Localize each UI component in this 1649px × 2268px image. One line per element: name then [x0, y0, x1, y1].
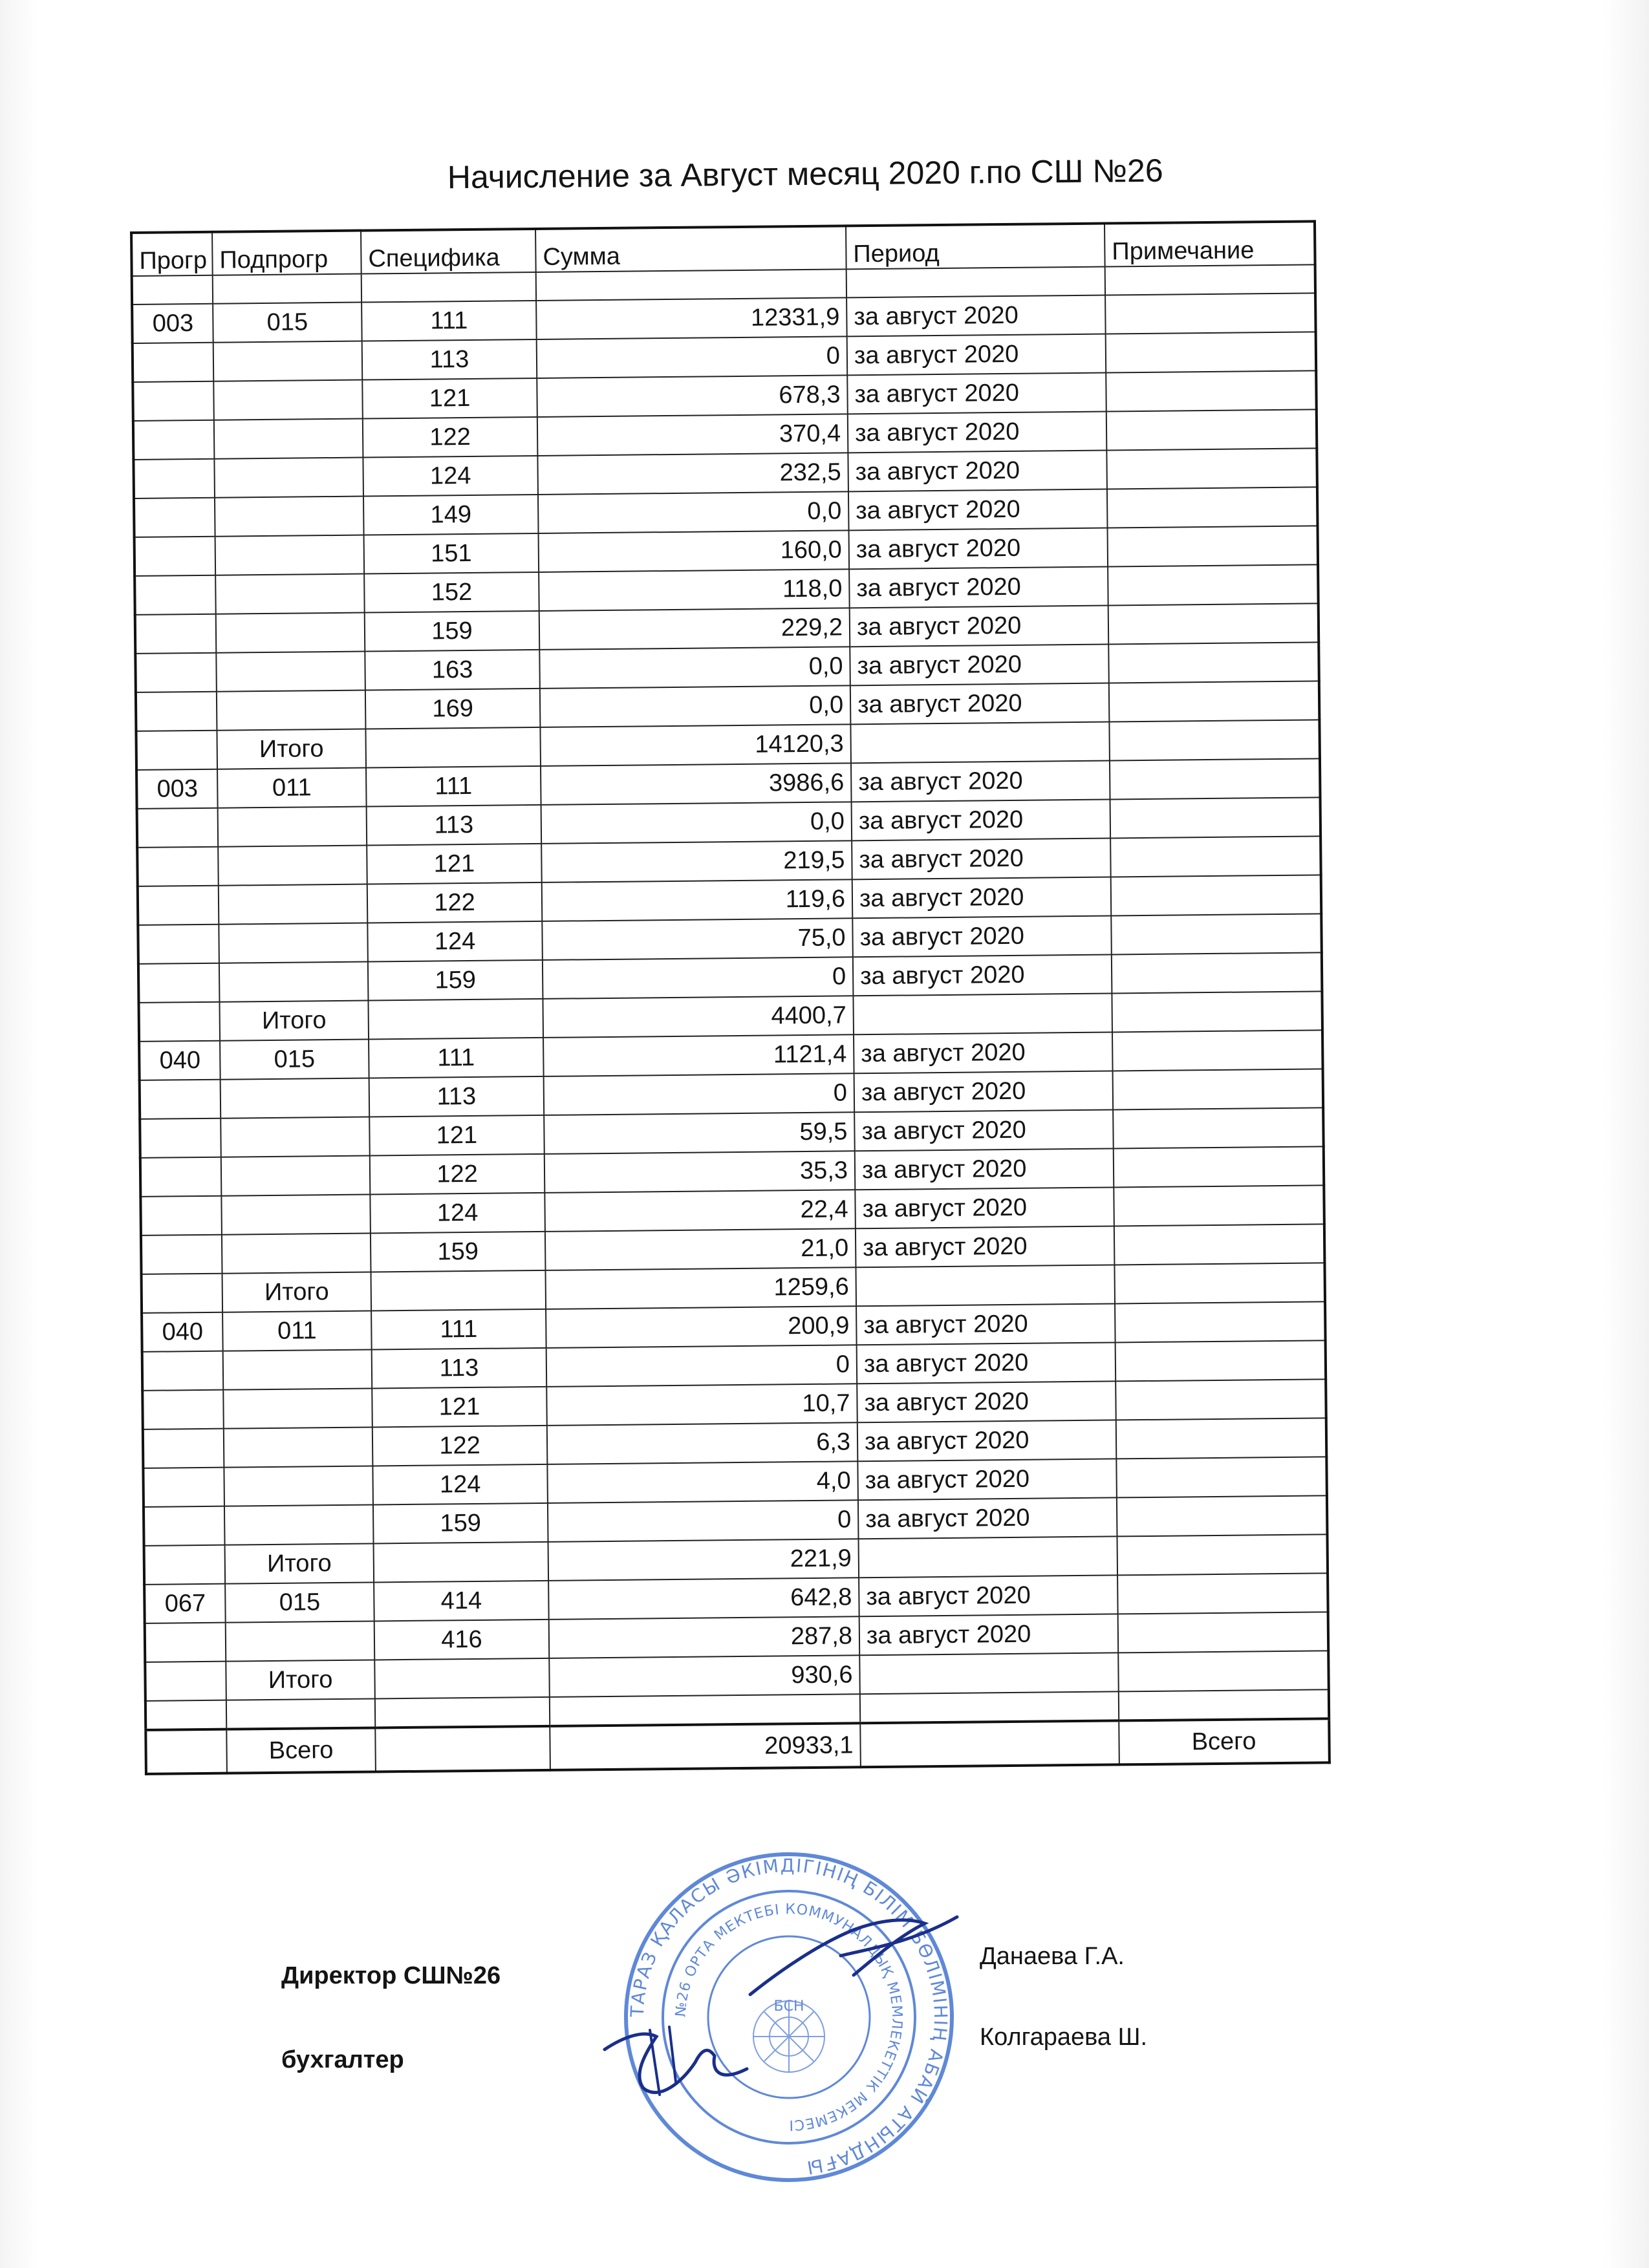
sum-cell: 59,5: [544, 1112, 855, 1154]
specifics-cell: 124: [367, 921, 543, 962]
director-role: Директор СШ№26: [281, 1962, 501, 1989]
program-cell: [143, 1429, 224, 1468]
period-cell: за август 2020: [856, 1303, 1116, 1345]
program-cell: [144, 1506, 225, 1546]
subprogram-cell: [214, 458, 363, 498]
program-cell: [137, 808, 219, 848]
period-cell: за август 2020: [857, 1342, 1116, 1384]
sum-cell: 678,3: [537, 375, 848, 417]
specifics-cell: 124: [370, 1193, 545, 1234]
specifics-cell: 159: [371, 1232, 546, 1272]
grand-total-note: Всего: [1119, 1718, 1330, 1764]
accountant-signature-icon: [598, 2011, 766, 2108]
period-cell: за август 2020: [850, 683, 1110, 724]
program-cell: [142, 1351, 224, 1391]
note-cell: [1106, 332, 1317, 372]
note-cell: [1109, 720, 1320, 760]
period-cell: за август 2020: [849, 528, 1108, 570]
subtotal-sum: 221,9: [548, 1539, 859, 1581]
period-cell: за август 2020: [857, 1381, 1116, 1422]
period-cell: за август 2020: [849, 567, 1108, 608]
specifics-cell: 122: [363, 417, 538, 458]
sum-cell: 1121,4: [543, 1034, 854, 1076]
director-name: Данаева Г.А.: [980, 1943, 1125, 1970]
specifics-cell: 121: [372, 1387, 547, 1428]
specifics-cell: 121: [367, 844, 542, 884]
program-cell: [140, 1080, 221, 1119]
program-cell: [140, 1157, 222, 1197]
note-cell: [1106, 448, 1317, 489]
period-cell: за август 2020: [858, 1497, 1117, 1539]
sum-cell: 118,0: [539, 569, 850, 611]
specifics-cell: 111: [371, 1309, 546, 1350]
table-body: [132, 264, 1330, 1773]
subtotal-sum: 14120,3: [540, 724, 851, 766]
subprogram-cell: [213, 380, 363, 420]
program-cell: 067: [144, 1584, 226, 1623]
note-cell: [1114, 1146, 1324, 1187]
subtotal-label: Итого: [217, 729, 366, 769]
subtotal-sum: 1259,6: [545, 1267, 856, 1309]
period-cell: за август 2020: [850, 606, 1109, 647]
sum-cell: 642,8: [548, 1578, 859, 1620]
period-cell: за август 2020: [852, 838, 1111, 879]
specifics-cell: 152: [364, 572, 539, 613]
subtotal-sum: 930,6: [549, 1655, 860, 1697]
program-cell: [142, 1390, 224, 1429]
sum-cell: 22,4: [544, 1190, 856, 1232]
subprogram-cell: [216, 652, 365, 692]
accountant-name: Колгараева Ш.: [980, 2024, 1148, 2051]
sum-cell: 0,0: [541, 802, 852, 844]
period-cell: за август 2020: [857, 1420, 1117, 1461]
subprogram-cell: 015: [220, 1040, 369, 1080]
note-cell: [1118, 1651, 1329, 1691]
subprogram-cell: [221, 1078, 370, 1118]
note-cell: [1117, 1495, 1328, 1536]
program-cell: [133, 420, 215, 460]
program-cell: 040: [142, 1312, 223, 1352]
sum-cell: 0: [544, 1073, 855, 1115]
sum-cell: 0: [548, 1500, 859, 1542]
note-cell: [1108, 526, 1319, 566]
subtotal-label: Итого: [222, 1272, 372, 1312]
note-cell: [1112, 991, 1322, 1032]
specifics-cell: 111: [361, 301, 537, 341]
specifics-cell: 122: [370, 1154, 545, 1195]
subtotal-label: Итого: [219, 1001, 369, 1041]
program-cell: [144, 1545, 226, 1585]
specifics-cell: 121: [362, 378, 537, 419]
note-cell: [1112, 1030, 1323, 1071]
note-cell: [1108, 603, 1319, 644]
subprogram-cell: 015: [213, 303, 362, 343]
sum-cell: 75,0: [542, 918, 853, 960]
note-cell: [1116, 1379, 1326, 1420]
period-cell: за август 2020: [850, 644, 1109, 685]
specifics-cell: 111: [369, 1038, 544, 1078]
program-cell: [136, 692, 217, 731]
period-cell: за август 2020: [852, 915, 1112, 957]
sum-cell: 0: [546, 1345, 857, 1387]
specifics-cell: 111: [366, 766, 541, 807]
period-cell: за август 2020: [846, 295, 1106, 337]
stamp-inner-text: №26 ОРТА МЕКТЕБІ КОММУНАЛДЫҚ МЕМЛЕКЕТТІК МЕКЕМЕСІ: [673, 1901, 905, 2134]
subprogram-cell: [219, 923, 368, 963]
subtotal-label: Итого: [225, 1543, 374, 1583]
period-cell: за август 2020: [848, 489, 1108, 531]
sum-cell: 35,3: [544, 1151, 856, 1193]
note-cell: [1113, 1069, 1324, 1109]
subprogram-cell: 011: [217, 768, 367, 808]
specifics-cell: 416: [374, 1620, 550, 1660]
period-cell: [856, 1265, 1115, 1306]
subprogram-cell: [224, 1427, 373, 1467]
period-cell: за август 2020: [848, 412, 1107, 453]
header-note: Примечание: [1105, 221, 1315, 266]
note-cell: [1112, 952, 1322, 993]
specifics-cell: 113: [369, 1076, 544, 1117]
subprogram-cell: [218, 846, 367, 886]
specifics-cell: 159: [373, 1503, 548, 1544]
period-cell: за август 2020: [847, 334, 1106, 376]
sum-cell: 21,0: [545, 1228, 856, 1270]
note-cell: [1109, 681, 1320, 722]
note-cell: [1106, 409, 1317, 450]
accountant-role: бухгалтер: [281, 2046, 404, 2073]
document-sheet: [129, 150, 1386, 1775]
accrual-table: [130, 220, 1331, 1775]
sum-cell: 4,0: [547, 1461, 858, 1503]
period-cell: за август 2020: [859, 1575, 1118, 1616]
program-cell: [134, 498, 215, 537]
program-cell: [142, 1274, 223, 1313]
program-cell: [135, 614, 217, 654]
period-cell: за август 2020: [852, 799, 1111, 840]
program-cell: [136, 731, 217, 770]
stamp-center-text: БСН: [773, 1998, 804, 2015]
subprogram-cell: [215, 497, 364, 537]
program-cell: [146, 1729, 227, 1774]
document-title: Начисление за Август месяц 2020 г.по СШ №26: [447, 152, 1163, 196]
sum-cell: 229,2: [539, 608, 850, 650]
header-specifics: Специфика: [361, 229, 536, 274]
program-cell: [141, 1235, 222, 1274]
program-cell: [138, 963, 220, 1003]
program-cell: 003: [132, 304, 213, 343]
specifics-cell: 414: [374, 1581, 549, 1621]
program-cell: [133, 343, 214, 382]
sum-cell: 0: [537, 336, 848, 378]
sum-cell: 6,3: [547, 1422, 858, 1464]
program-cell: [133, 459, 215, 498]
specifics-cell: 113: [362, 339, 537, 380]
period-cell: за август 2020: [848, 451, 1107, 492]
subprogram-cell: 011: [222, 1311, 372, 1351]
subprogram-cell: [216, 613, 365, 653]
specifics-cell: 121: [369, 1115, 544, 1156]
header-period: Период: [846, 224, 1105, 270]
period-cell: за август 2020: [851, 760, 1110, 802]
specifics-cell: 124: [363, 456, 538, 497]
specifics-cell: 113: [367, 805, 542, 846]
header-program: Прогр: [131, 232, 213, 276]
subprogram-cell: [221, 1156, 371, 1196]
specifics-cell: 113: [372, 1348, 547, 1389]
sum-cell: 200,9: [546, 1306, 857, 1348]
sum-cell: 119,6: [542, 879, 853, 921]
subprogram-cell: [219, 884, 368, 925]
program-cell: [140, 1118, 221, 1158]
grand-total-label: Всего: [226, 1728, 376, 1773]
program-cell: [138, 925, 219, 964]
sum-cell: 3986,6: [541, 763, 852, 805]
specifics-cell: 159: [365, 611, 540, 652]
note-cell: [1114, 1185, 1324, 1226]
period-cell: за август 2020: [854, 1109, 1114, 1151]
period-cell: за август 2020: [853, 954, 1112, 996]
subprogram-cell: 015: [225, 1582, 374, 1622]
sum-cell: 0,0: [540, 685, 851, 727]
subprogram-cell: [226, 1621, 375, 1661]
period-cell: за август 2020: [859, 1614, 1119, 1655]
period-cell: [853, 993, 1112, 1034]
specifics-cell: 122: [372, 1426, 548, 1466]
period-cell: за август 2020: [847, 373, 1106, 414]
sum-cell: 0: [543, 957, 854, 999]
subprogram-cell: [224, 1504, 374, 1545]
subprogram-cell: [214, 419, 363, 459]
period-cell: [859, 1536, 1118, 1578]
program-cell: [138, 886, 219, 925]
specifics-cell: 149: [363, 495, 539, 535]
note-cell: [1110, 797, 1321, 838]
period-cell: [860, 1720, 1119, 1767]
header-sum: Сумма: [535, 226, 846, 272]
subprogram-cell: [222, 1233, 371, 1273]
grand-total-sum: 20933,1: [550, 1723, 861, 1770]
specifics-cell: [374, 1542, 549, 1583]
note-cell: [1108, 564, 1319, 605]
specifics-cell: [374, 1658, 550, 1699]
sum-cell: 160,0: [539, 530, 850, 572]
program-cell: [143, 1468, 224, 1507]
subprogram-cell: [215, 574, 365, 614]
sum-cell: 232,5: [537, 453, 848, 495]
subprogram-cell: [221, 1194, 371, 1234]
note-cell: [1115, 1301, 1326, 1342]
stamp-outer-text: ТАРАЗ ҚАЛАСЫ ӘКІМДІГІНІҢ БІЛІМ БӨЛІМІНІҢ АБАЙ АТЫНДАҒЫ: [626, 1854, 952, 2179]
header-subprogram: Подпрогр: [212, 231, 361, 275]
note-cell: [1106, 370, 1317, 411]
period-cell: за август 2020: [856, 1226, 1115, 1267]
period-cell: за август 2020: [857, 1459, 1117, 1500]
note-cell: [1116, 1418, 1327, 1459]
note-cell: [1110, 836, 1321, 877]
note-cell: [1111, 875, 1322, 915]
sum-cell: 219,5: [541, 840, 852, 883]
program-cell: [135, 537, 216, 576]
sum-cell: 0,0: [538, 491, 849, 533]
program-cell: [137, 847, 219, 886]
note-cell: [1107, 487, 1318, 528]
specifics-cell: 163: [365, 650, 540, 690]
subprogram-cell: [221, 1117, 370, 1157]
subprogram-cell: [218, 807, 367, 847]
subprogram-cell: [217, 690, 366, 731]
subtotal-sum: 4400,7: [543, 996, 854, 1038]
specifics-cell: 122: [367, 883, 543, 923]
period-cell: [850, 722, 1110, 763]
note-cell: [1117, 1534, 1328, 1575]
program-cell: 003: [136, 769, 218, 809]
specifics-cell: 169: [365, 689, 541, 729]
specifics-cell: 151: [364, 533, 539, 574]
subprogram-cell: [224, 1466, 373, 1506]
specifics-cell: 159: [368, 960, 543, 1001]
period-cell: за август 2020: [854, 1032, 1113, 1073]
subprogram-cell: [213, 341, 363, 381]
period-cell: за август 2020: [855, 1148, 1114, 1190]
subprogram-cell: [223, 1349, 372, 1389]
specifics-cell: [368, 999, 543, 1040]
subprogram-cell: [219, 962, 369, 1002]
program-cell: [135, 575, 216, 615]
specifics-cell: 124: [372, 1464, 548, 1505]
note-cell: [1118, 1612, 1329, 1653]
note-cell: [1110, 758, 1320, 799]
subtotal-label: Итого: [226, 1660, 375, 1700]
period-cell: за август 2020: [854, 1071, 1114, 1112]
specifics-cell: [365, 727, 541, 768]
note-cell: [1113, 1107, 1324, 1148]
program-cell: [145, 1662, 226, 1701]
program-cell: [138, 1002, 220, 1042]
sum-cell: 0,0: [539, 647, 850, 689]
note-cell: [1111, 914, 1322, 954]
note-cell: [1116, 1340, 1326, 1381]
sum-cell: 287,8: [549, 1616, 860, 1658]
note-cell: [1114, 1224, 1325, 1265]
note-cell: [1105, 293, 1316, 334]
sum-cell: 12331,9: [536, 297, 847, 339]
period-cell: за август 2020: [855, 1187, 1114, 1228]
program-cell: [133, 381, 214, 421]
subprogram-cell: [215, 535, 365, 575]
note-cell: [1108, 642, 1319, 683]
note-cell: [1116, 1457, 1327, 1497]
note-cell: [1114, 1263, 1325, 1303]
subprogram-cell: [223, 1388, 372, 1428]
period-cell: за август 2020: [852, 877, 1112, 918]
specifics-cell: [375, 1726, 550, 1772]
program-cell: [145, 1623, 226, 1662]
sum-cell: 10,7: [546, 1384, 857, 1426]
note-cell: [1117, 1573, 1328, 1614]
sum-cell: 370,4: [537, 414, 848, 456]
program-cell: [135, 653, 217, 692]
director-signature-icon: [744, 1898, 976, 2014]
program-cell: [140, 1196, 222, 1236]
specifics-cell: [371, 1270, 546, 1311]
program-cell: 040: [139, 1041, 221, 1080]
period-cell: [859, 1653, 1119, 1694]
